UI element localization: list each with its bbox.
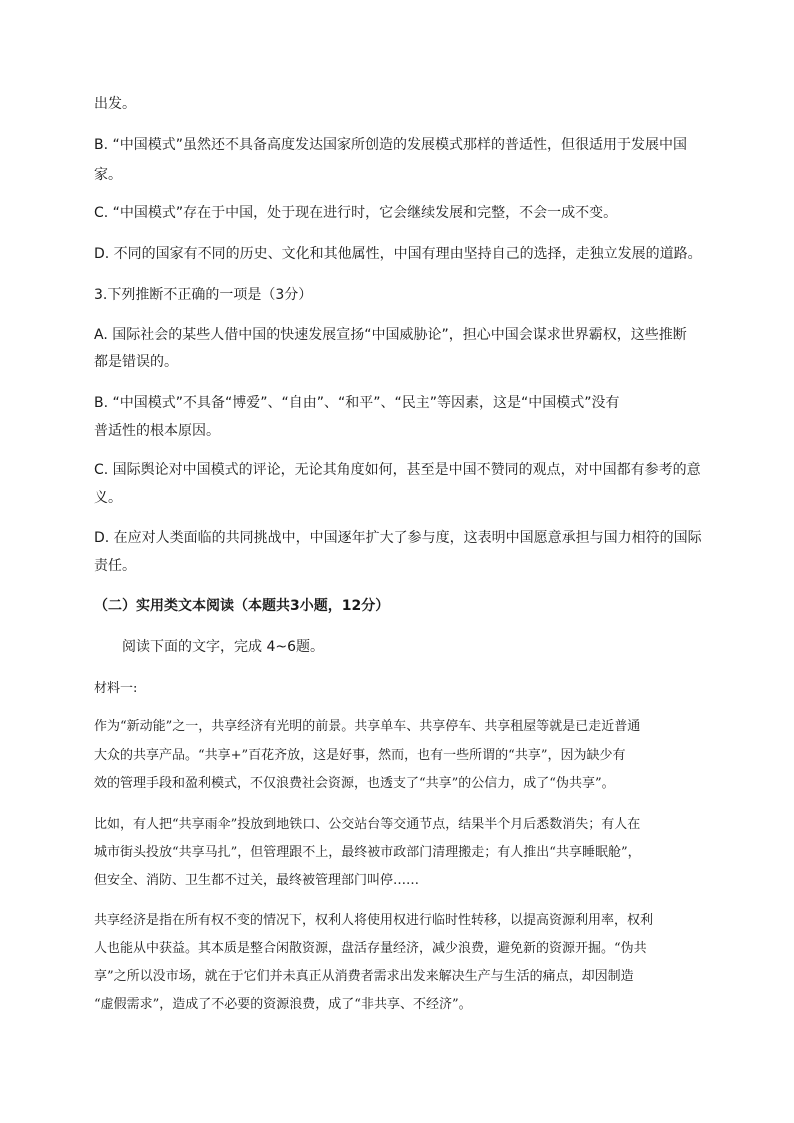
q2-option-b-line1: B. “中国模式”虽然还不具备高度发达国家所创造的发展模式那样的普适性，但很适用于发展中国	[94, 137, 688, 153]
material-label: 材料一:	[94, 681, 138, 696]
q3-option-b-line2: 普适性的根本原因。	[94, 423, 220, 439]
material-para1-line2: 大众的共享产品。“共享+”百花齐放，这是好事，然而，也有一些所谓的“共享”，因为缺少有	[94, 748, 626, 763]
q3-option-d-line1: D. 在应对人类面临的共同挑战中，中国逐年扩大了参与度，这表明中国愿意承担与国力相符的国际	[94, 530, 702, 546]
q2-option-b-line2: 家。	[94, 167, 122, 183]
q3-option-c-line2: 义。	[94, 490, 122, 506]
q3-option-b-line1: B. “中国模式”不具备“博爱”、“自由”、“和平”、“民主”等因素，这是“中国模式”没有	[94, 395, 620, 411]
material-para2-line1: 比如，有人把“共享雨伞”投放到地铁口、公交站台等交通节点，结果半个月后悉数消失；有人在	[94, 817, 641, 832]
material-para1-line1: 作为“新动能”之一，共享经济有光明的前景。共享单车、共享停车、共享租屋等就是已走近普通	[94, 719, 641, 734]
q3-option-c-line1: C. 国际舆论对中国模式的评论，无论其角度如何，甚至是中国不赞同的观点，对中国都有参考的意	[94, 462, 701, 478]
material-para3-line1: 共享经济是指在所有权不变的情况下，权利人将使用权进行临时性转移，以提高资源利用率，权利	[94, 913, 654, 928]
q2-option-c: C. “中国模式”存在于中国，处于现在进行时，它会继续发展和完整，不会一成不变。	[94, 205, 618, 221]
material-para3-line4: “虚假需求”，造成了不必要的资源浪费，成了“非共享、不经济”。	[94, 997, 472, 1012]
material-para2-line2: 城市街头投放“共享马扎”，但管理跟不上，最终被市政部门清理搬走；有人推出“共享睡眠舱”，	[94, 845, 641, 860]
material-para2-line3: 但安全、消防、卫生都不过关，最终被管理部门叫停……	[94, 873, 420, 888]
reading-instruction: 阅读下面的文字，完成 4~6题。	[122, 639, 324, 655]
q3-option-a-line2: 都是错误的。	[94, 354, 178, 370]
material-para1-line3: 效的管理手段和盈利模式，不仅浪费社会资源，也透支了“共享”的公信力，成了“伪共享”。	[94, 776, 615, 791]
section-heading: （二）实用类文本阅读（本题共3小题，12分）	[94, 598, 390, 614]
q3-option-a-line1: A. 国际社会的某些人借中国的快速发展宣扬“中国威胁论”，担心中国会谋求世界霸权，这些推断	[94, 327, 687, 343]
material-para3-line3: 享”之所以没市场，就在于它们并未真正从消费者需求出发来解决生产与生活的痛点，却因制造	[94, 969, 634, 984]
q2-option-d: D. 不同的国家有不同的历史、文化和其他属性，中国有理由坚持自己的选择，走独立发展的道路。	[94, 246, 702, 262]
material-para3-line2: 人也能从中获益。其本质是整合闲散资源，盘活存量经济，减少浪费，避免新的资源开掘。“伪共	[94, 941, 647, 956]
question-3: 3.下列推断不正确的一项是（3分）	[94, 287, 313, 303]
option-c-continuation: 出发。	[94, 96, 136, 112]
q3-option-d-line2: 责任。	[94, 558, 136, 574]
